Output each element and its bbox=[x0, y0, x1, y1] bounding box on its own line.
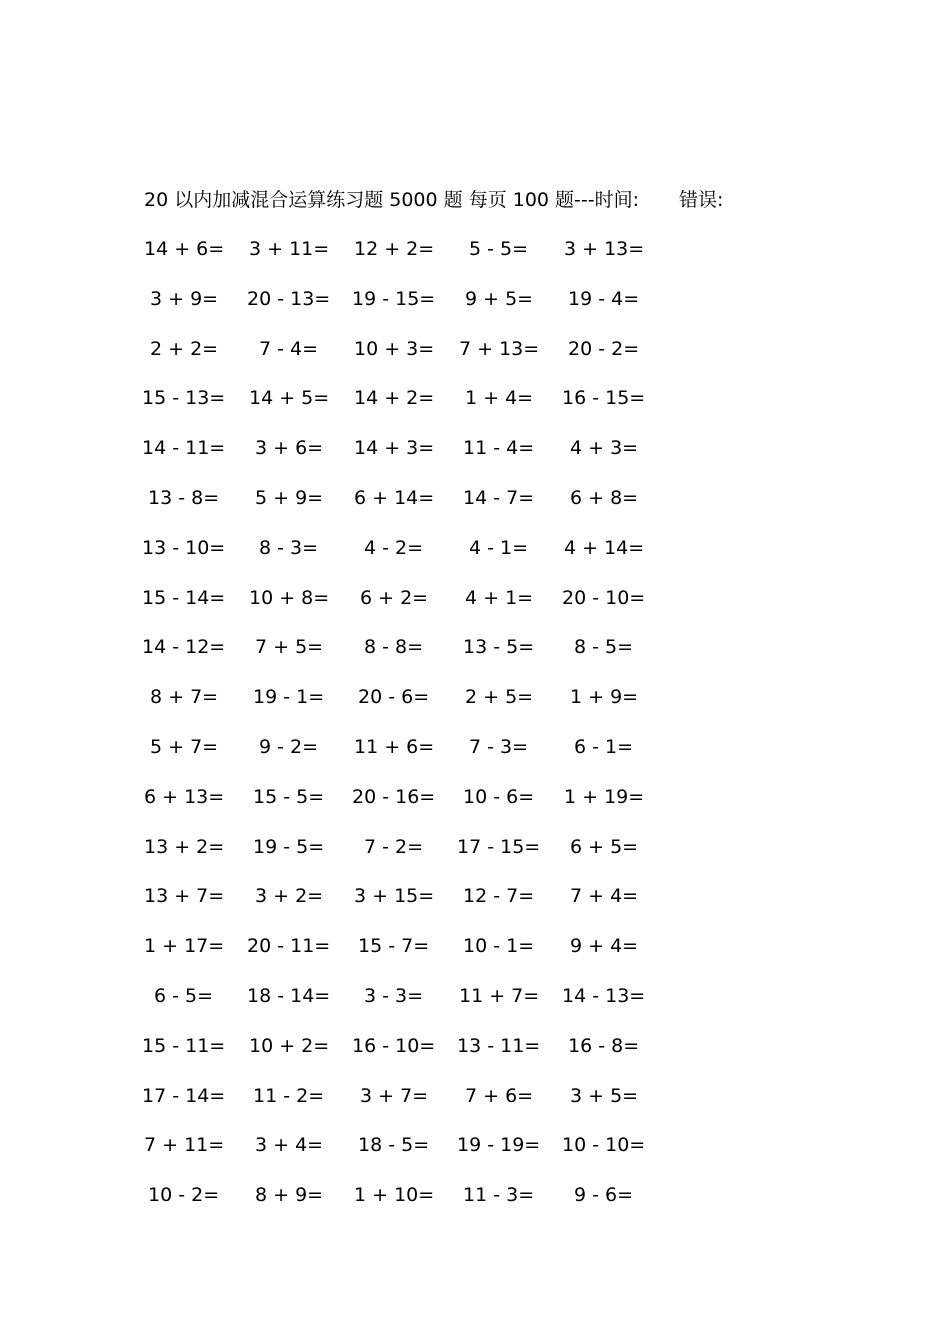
problem-item: 18 - 14= bbox=[247, 985, 331, 1007]
problem-item: 8 + 9= bbox=[255, 1184, 324, 1207]
problem-item: 14 - 7= bbox=[463, 487, 535, 509]
problem-item: 4 - 2= bbox=[364, 536, 424, 559]
problem-item: 1 + 19= bbox=[564, 785, 645, 808]
problem-item: 3 + 9= bbox=[150, 287, 219, 310]
problem-item: 8 - 3= bbox=[259, 536, 319, 559]
problem-item: 14 - 12= bbox=[142, 636, 226, 659]
problem-item: 3 + 13= bbox=[564, 238, 645, 260]
problem-item: 6 + 5= bbox=[570, 835, 639, 858]
problem-row bbox=[0, 1130, 950, 1160]
problem-item: 17 - 15= bbox=[457, 835, 541, 858]
problem-item: 8 + 7= bbox=[150, 686, 219, 709]
problem-item: 3 + 6= bbox=[255, 437, 324, 460]
problem-item: 3 + 4= bbox=[255, 1134, 324, 1157]
problem-row bbox=[0, 433, 950, 463]
problem-item: 6 + 2= bbox=[360, 586, 429, 609]
problem-row bbox=[0, 1031, 950, 1061]
problem-row bbox=[0, 1180, 950, 1210]
problem-item: 6 - 1= bbox=[574, 736, 634, 758]
problem-item: 11 - 4= bbox=[463, 437, 535, 460]
problem-item: 5 + 7= bbox=[150, 736, 219, 758]
problem-item: 9 - 6= bbox=[574, 1184, 634, 1207]
problem-item: 7 + 4= bbox=[570, 885, 639, 908]
problem-item: 5 - 5= bbox=[469, 238, 529, 260]
problem-item: 8 - 8= bbox=[364, 636, 424, 659]
problem-item: 3 + 2= bbox=[255, 885, 324, 908]
problem-item: 6 + 8= bbox=[570, 487, 639, 509]
problem-item: 13 + 7= bbox=[144, 885, 225, 908]
problem-row bbox=[0, 881, 950, 911]
problem-item: 2 + 5= bbox=[465, 686, 534, 709]
problem-item: 7 + 6= bbox=[465, 1084, 534, 1107]
problem-item: 4 - 1= bbox=[469, 536, 529, 559]
problem-item: 3 + 15= bbox=[354, 885, 435, 908]
problem-item: 15 - 13= bbox=[142, 387, 226, 410]
problem-row bbox=[0, 832, 950, 862]
problem-item: 20 - 6= bbox=[358, 686, 430, 709]
problem-item: 15 - 7= bbox=[358, 935, 430, 958]
problem-item: 10 + 3= bbox=[354, 337, 435, 360]
problem-item: 7 - 4= bbox=[259, 337, 319, 360]
problem-item: 13 + 2= bbox=[144, 835, 225, 858]
problem-item: 10 + 8= bbox=[249, 586, 330, 609]
worksheet-title: 20 以内加减混合运算练习题 5000 题 每页 100 题---时间: bbox=[144, 189, 640, 211]
problem-item: 4 + 3= bbox=[570, 437, 639, 460]
problem-item: 13 - 11= bbox=[457, 1034, 541, 1057]
problem-item: 11 + 6= bbox=[354, 736, 435, 758]
problem-item: 6 - 5= bbox=[154, 985, 214, 1007]
problem-item: 20 - 2= bbox=[568, 337, 640, 360]
worksheet-header bbox=[144, 186, 723, 214]
problem-item: 16 - 8= bbox=[568, 1034, 640, 1057]
problem-item: 10 - 10= bbox=[562, 1134, 646, 1157]
problem-item: 14 + 6= bbox=[144, 238, 225, 260]
problem-item: 3 + 5= bbox=[570, 1084, 639, 1107]
problem-item: 7 + 13= bbox=[459, 337, 540, 360]
problem-item: 7 + 11= bbox=[144, 1134, 225, 1157]
problem-row bbox=[0, 981, 950, 1011]
problem-item: 1 + 4= bbox=[465, 387, 534, 410]
problem-item: 19 - 19= bbox=[457, 1134, 541, 1157]
problem-item: 1 + 17= bbox=[144, 935, 225, 958]
problem-item: 19 - 1= bbox=[253, 686, 325, 709]
problem-item: 14 - 13= bbox=[562, 985, 646, 1007]
problem-item: 6 + 14= bbox=[354, 487, 435, 509]
problem-item: 15 - 5= bbox=[253, 785, 325, 808]
problem-item: 5 + 9= bbox=[255, 487, 324, 509]
problem-item: 13 - 5= bbox=[463, 636, 535, 659]
problem-row bbox=[0, 583, 950, 613]
problem-row bbox=[0, 234, 950, 264]
problem-item: 11 - 2= bbox=[253, 1084, 325, 1107]
problem-item: 20 - 10= bbox=[562, 586, 646, 609]
problem-item: 15 - 14= bbox=[142, 586, 226, 609]
problem-item: 16 - 10= bbox=[352, 1034, 436, 1057]
problem-item: 14 + 3= bbox=[354, 437, 435, 460]
problem-item: 20 - 13= bbox=[247, 287, 331, 310]
problem-item: 13 - 8= bbox=[148, 487, 220, 509]
problem-item: 9 + 5= bbox=[465, 287, 534, 310]
problem-item: 19 - 4= bbox=[568, 287, 640, 310]
errors-label: 错误: bbox=[679, 189, 724, 211]
problem-item: 12 + 2= bbox=[354, 238, 435, 260]
problem-item: 8 - 5= bbox=[574, 636, 634, 659]
problem-item: 15 - 11= bbox=[142, 1034, 226, 1057]
problem-item: 18 - 5= bbox=[358, 1134, 430, 1157]
problem-item: 14 + 2= bbox=[354, 387, 435, 410]
problem-item: 16 - 15= bbox=[562, 387, 646, 410]
problem-item: 3 + 7= bbox=[360, 1084, 429, 1107]
problem-item: 2 + 2= bbox=[150, 337, 219, 360]
problem-item: 9 + 4= bbox=[570, 935, 639, 958]
problem-item: 7 - 3= bbox=[469, 736, 529, 758]
problem-item: 3 - 3= bbox=[364, 985, 424, 1007]
problem-row bbox=[0, 483, 950, 513]
problem-item: 20 - 11= bbox=[247, 935, 331, 958]
problem-item: 13 - 10= bbox=[142, 536, 226, 559]
problem-item: 14 - 11= bbox=[142, 437, 226, 460]
problem-row bbox=[0, 383, 950, 413]
problem-item: 17 - 14= bbox=[142, 1084, 226, 1107]
problem-item: 20 - 16= bbox=[352, 785, 436, 808]
problem-item: 4 + 14= bbox=[564, 536, 645, 559]
problem-row bbox=[0, 334, 950, 364]
problem-row bbox=[0, 682, 950, 712]
problem-row bbox=[0, 1081, 950, 1111]
problem-row bbox=[0, 284, 950, 314]
problem-item: 3 + 11= bbox=[249, 238, 330, 260]
problem-item: 19 - 5= bbox=[253, 835, 325, 858]
problem-row bbox=[0, 931, 950, 961]
problem-item: 11 + 7= bbox=[459, 985, 540, 1007]
problem-item: 1 + 9= bbox=[570, 686, 639, 709]
problem-item: 9 - 2= bbox=[259, 736, 319, 758]
problem-item: 7 + 5= bbox=[255, 636, 324, 659]
problem-item: 10 + 2= bbox=[249, 1034, 330, 1057]
problem-row bbox=[0, 732, 950, 762]
problem-item: 1 + 10= bbox=[354, 1184, 435, 1207]
problem-item: 11 - 3= bbox=[463, 1184, 535, 1207]
problem-item: 10 - 1= bbox=[463, 935, 535, 958]
problem-item: 7 - 2= bbox=[364, 835, 424, 858]
problem-item: 10 - 2= bbox=[148, 1184, 220, 1207]
problem-item: 6 + 13= bbox=[144, 785, 225, 808]
problem-item: 14 + 5= bbox=[249, 387, 330, 410]
problem-row bbox=[0, 533, 950, 563]
problem-item: 10 - 6= bbox=[463, 785, 535, 808]
problem-item: 12 - 7= bbox=[463, 885, 535, 908]
problem-item: 19 - 15= bbox=[352, 287, 436, 310]
problem-row bbox=[0, 632, 950, 662]
problem-row bbox=[0, 782, 950, 812]
problem-item: 4 + 1= bbox=[465, 586, 534, 609]
